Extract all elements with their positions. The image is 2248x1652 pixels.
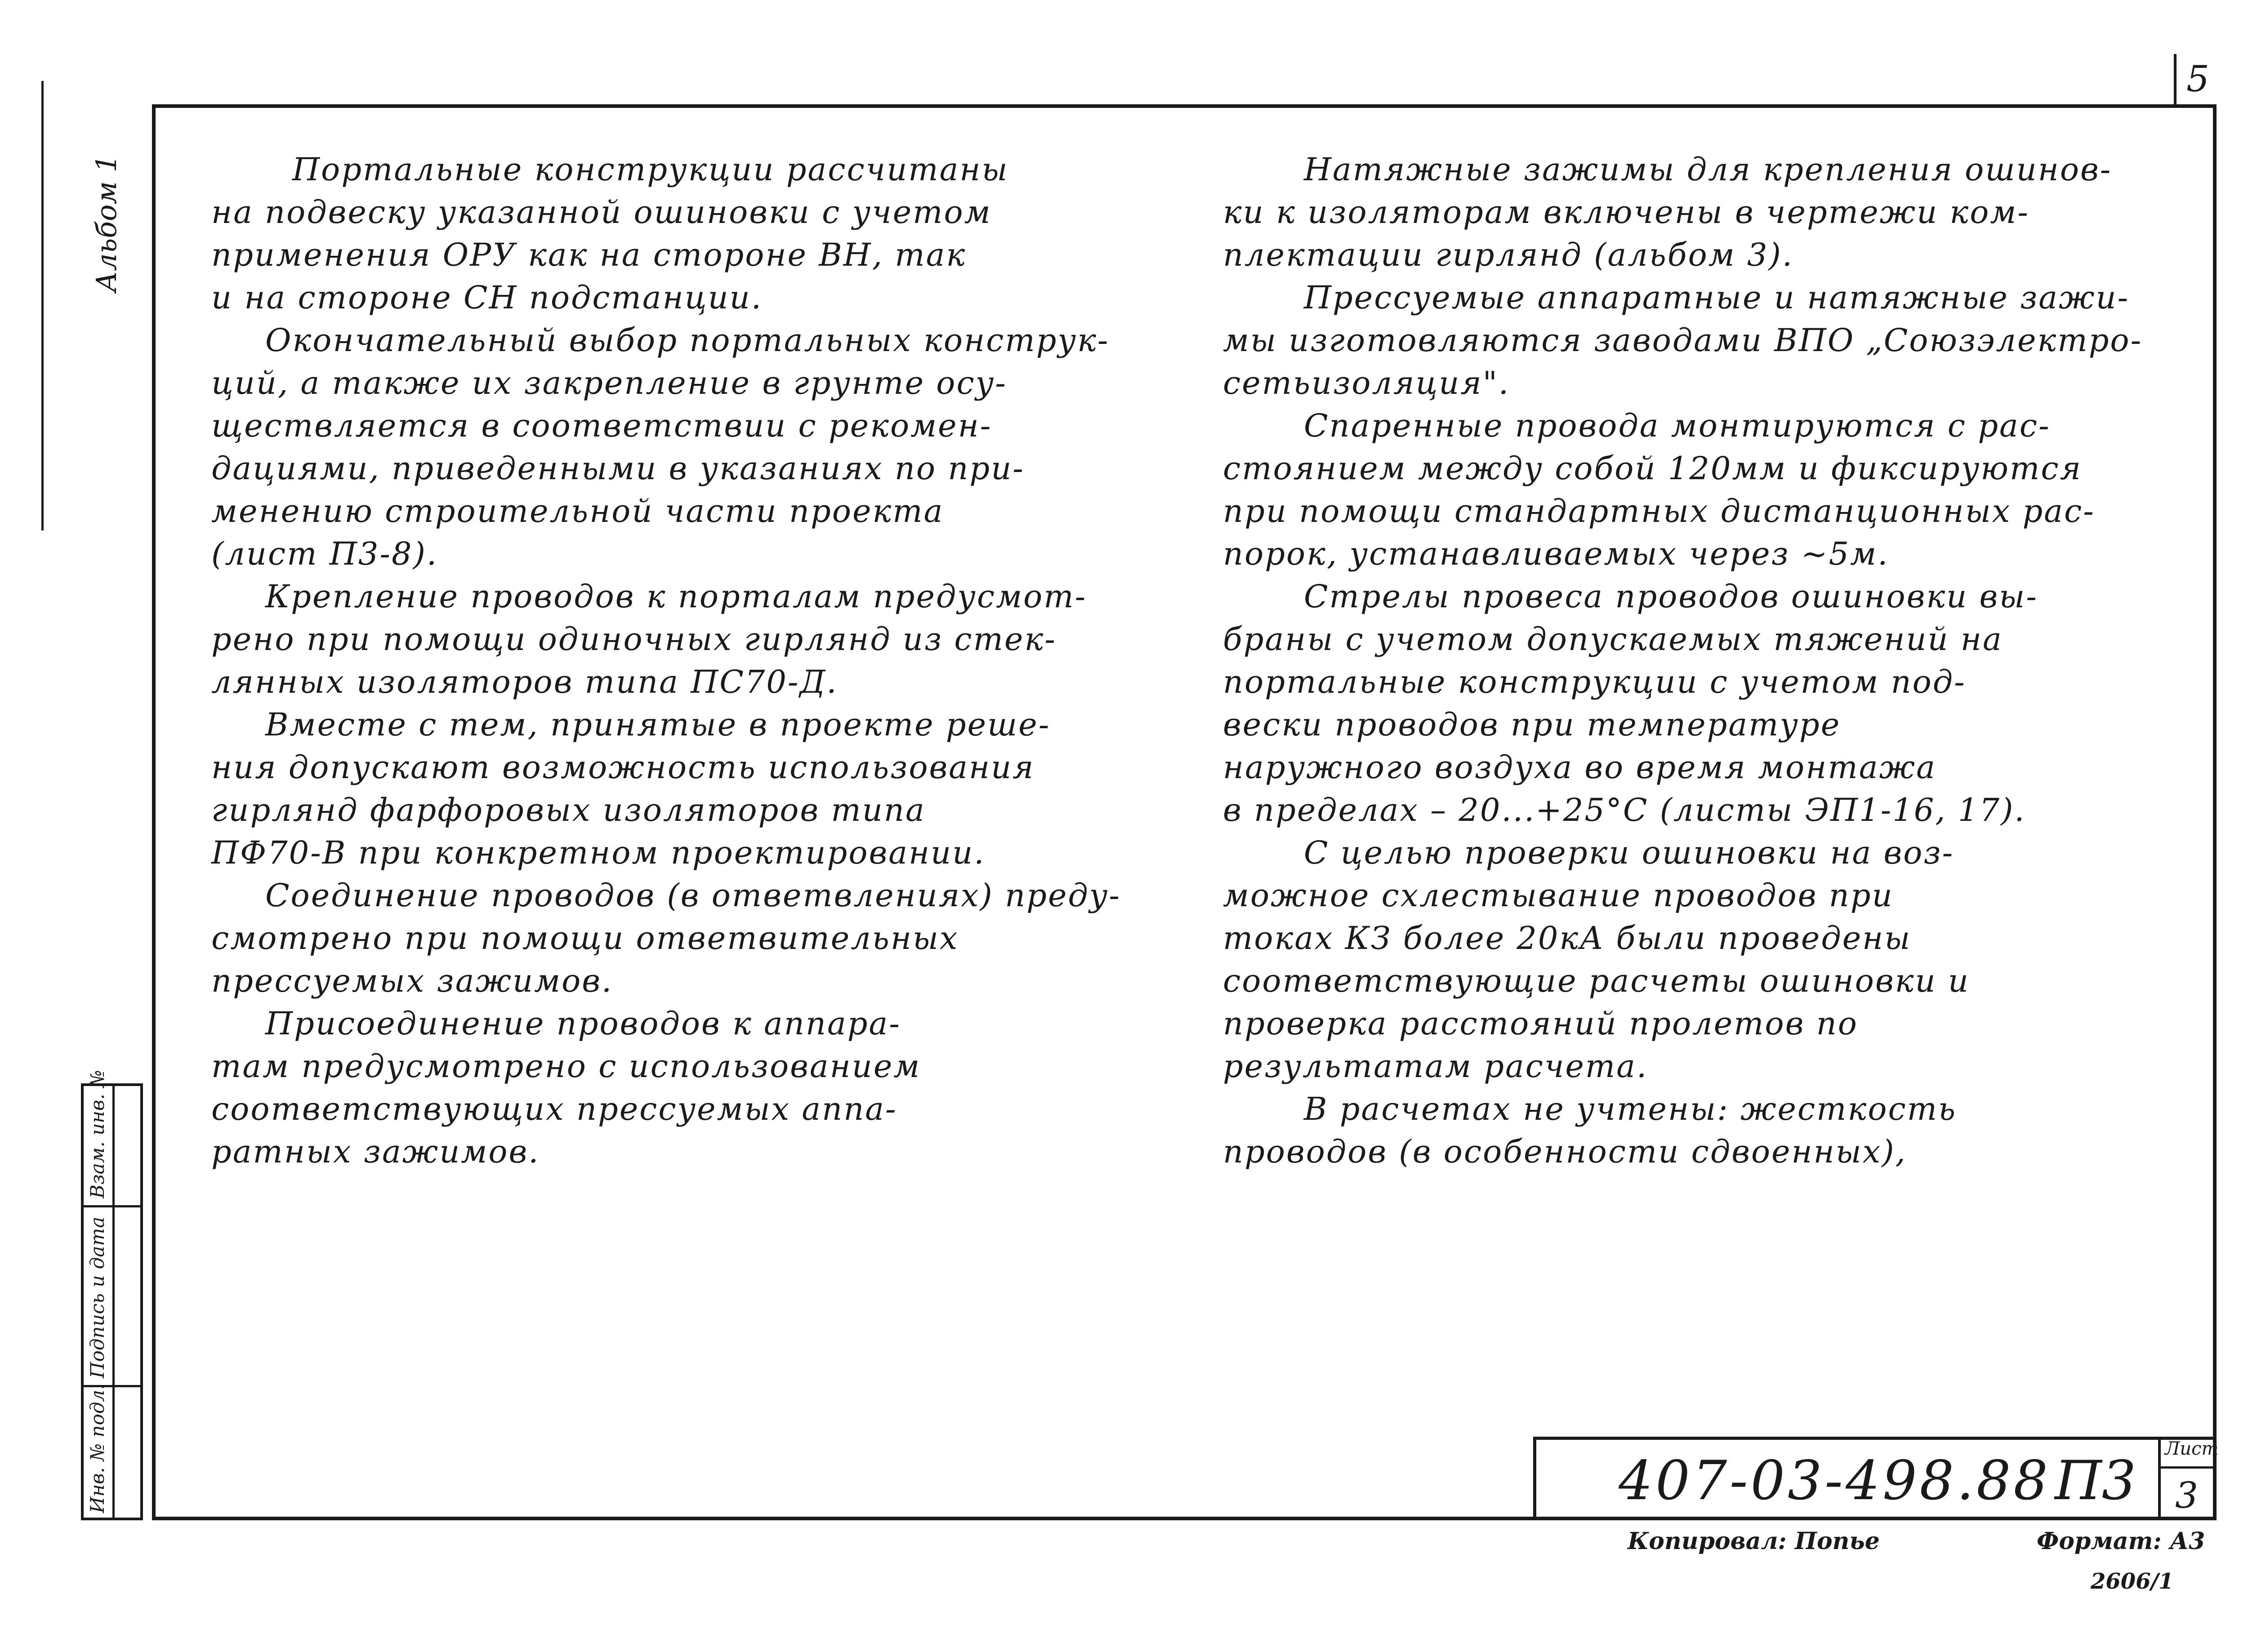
text-line: С целью проверки ошиновки на воз- <box>1304 834 1954 871</box>
stamp-label-signature: Подпись и дата <box>86 1216 108 1378</box>
text-line: в пределах – 20...+25°С (листы ЭП1-16, 17). <box>1223 792 2026 828</box>
text-line: ществляется в соответствии с рекомен- <box>211 407 992 444</box>
sheet-corner-number: 5 <box>2174 54 2219 104</box>
left-text-column <box>211 148 1200 1173</box>
format-label: Формат: А3 <box>2037 1527 2205 1555</box>
text-line: лянных изоляторов типа ПС70-Д. <box>211 663 838 700</box>
text-line: Прессуемые аппаратные и натяжные зажи- <box>1304 279 2130 316</box>
text-line: плектации гирлянд (альбом 3). <box>1223 236 1794 273</box>
text-line: на подвеску указанной ошиновки с учетом <box>211 194 992 231</box>
text-line: (лист П3-8). <box>211 535 438 572</box>
document-code: 407-03-498.88 <box>1619 1450 2051 1512</box>
copied-by-label: Копировал: Попье <box>1628 1527 1880 1555</box>
text-line: проводов (в особенности сдвоенных), <box>1223 1133 1907 1170</box>
text-line: ки к изоляторам включены в чертежи ком- <box>1223 194 2030 231</box>
right-text-column <box>1223 148 2212 1173</box>
stamp-cell-replacement <box>84 1070 140 1207</box>
text-line: В расчетах не учтены: жесткость <box>1304 1091 1957 1127</box>
text-line: Стрелы провеса проводов ошиновки вы- <box>1304 578 2038 615</box>
text-line: менению строительной части проекта <box>211 493 944 530</box>
text-line: можное схлестывание проводов при <box>1223 877 1894 914</box>
section-code: П3 <box>2055 1450 2136 1512</box>
text-line: токах КЗ более 20кА были проведены <box>1223 920 1912 957</box>
stamp-cell-original <box>84 1384 140 1518</box>
text-line: гирлянд фарфоровых изоляторов типа <box>211 792 926 828</box>
stamp-label-original: Инв. № подл. <box>86 1384 108 1513</box>
text-line: при помощи стандартных дистанционных рас- <box>1223 493 2095 530</box>
text-line: Вместе с тем, принятые в проекте реше- <box>265 706 1051 743</box>
text-line: ния допускают возможность использования <box>211 749 1035 786</box>
text-line: соответствующих прессуемых аппа- <box>211 1091 897 1127</box>
text-line: Соединение проводов (в ответвлениях) преду- <box>265 877 1121 914</box>
text-line: соответствующие расчеты ошиновки и <box>1223 962 1970 999</box>
approval-stamp <box>81 1070 143 1520</box>
text-line: порок, устанавливаемых через ~5м. <box>1223 535 1889 572</box>
text-line: сетьизоляция". <box>1223 365 1510 401</box>
text-line: рено при помощи одиночных гирлянд из стек- <box>211 621 1057 658</box>
stamp-label-replacement: Взам. инв. № <box>86 1070 108 1198</box>
text-line: ций, а также их закрепление в грунте осу- <box>211 365 1007 401</box>
album-side-label: Альбом 1 <box>90 155 123 292</box>
text-line: вески проводов при температуре <box>1223 706 1841 743</box>
text-line: Присоединение проводов к аппара- <box>265 1005 901 1042</box>
text-line: ПФ70-В при конкретном проектировании. <box>211 834 986 871</box>
text-line: дациями, приведенными в указаниях по при- <box>211 450 1025 487</box>
text-line: Натяжные зажимы для крепления ошинов- <box>1304 151 2112 188</box>
text-line: Крепление проводов к порталам предусмот- <box>265 578 1087 615</box>
text-line: ратных зажимов. <box>211 1133 540 1170</box>
archive-number: 2606/1 <box>2091 1569 2174 1594</box>
sheet-label: Лист <box>2165 1438 2219 1459</box>
text-line: и на стороне СН подстанции. <box>211 279 763 316</box>
text-line: проверка расстояний пролетов по <box>1223 1005 1858 1042</box>
text-line: наружного воздуха во время монтажа <box>1223 749 1936 786</box>
text-line: смотрено при помощи ответвительных <box>211 920 959 957</box>
side-divider <box>41 81 44 530</box>
text-line: результатам расчета. <box>1223 1048 1648 1085</box>
text-line: мы изготовляются заводами ВПО „Союзэлектро- <box>1223 322 2143 359</box>
text-line: портальные конструкции с учетом под- <box>1223 663 1966 700</box>
text-line: браны с учетом допускаемых тяжений на <box>1223 621 2003 658</box>
stamp-cell-signature <box>84 1207 140 1387</box>
text-line: Портальные конструкции рассчитаны <box>292 151 1009 188</box>
sheet-value: 3 <box>2175 1474 2198 1516</box>
text-line: там предусмотрено с использованием <box>211 1048 921 1085</box>
text-line: стоянием между собой 120мм и фиксируются <box>1223 450 2082 487</box>
text-line: применения ОРУ как на стороне ВН, так <box>211 236 967 273</box>
text-line: прессуемых зажимов. <box>211 962 613 999</box>
sheet-box-divider <box>2158 1466 2217 1469</box>
text-line: Окончательный выбор портальных конструк- <box>265 322 1110 359</box>
text-line: Спаренные провода монтируются с рас- <box>1304 407 2051 444</box>
